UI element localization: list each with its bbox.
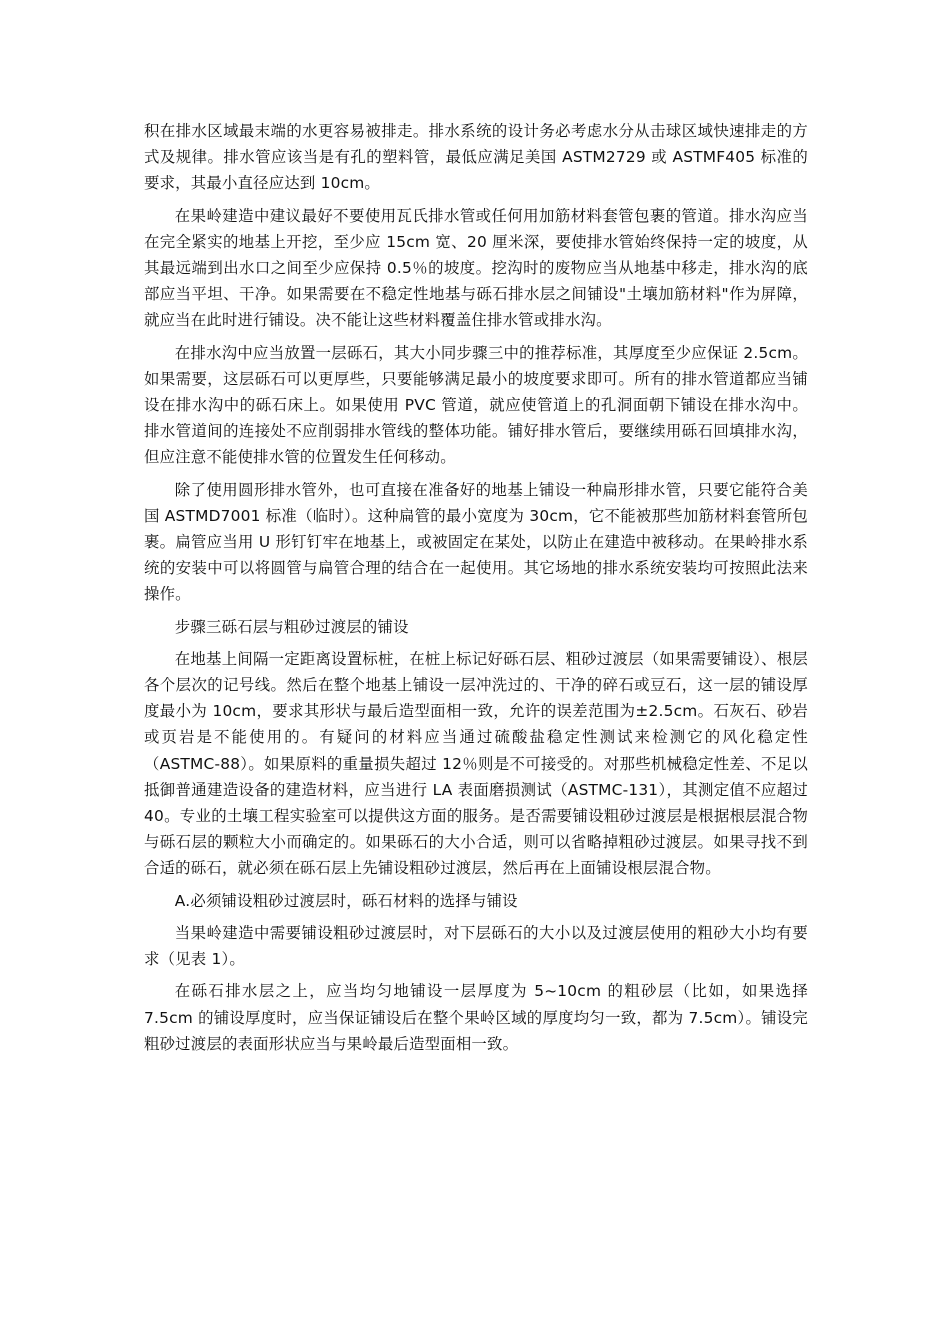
paragraph-flat-drain-pipe: 除了使用圆形排水管外，也可直接在准备好的地基上铺设一种扁形排水管，只要它能符合美国 ASTMD7001 标准（临时）。这种扁管的最小宽度为 30cm，它不能被那些加筋材料套管所包裹。扁管应当用 U 形钉钉牢在地基上，或被固定在某处，以防止在建造中被移动。在果岭排水系统的安装中可以将圆管与扁管合理的结合在一起使用。其它场地的排水系统安装均可按照此法来操作。 (144, 480, 808, 604)
section-heading-step-three: 步骤三砾石层与粗砂过渡层的铺设 (174, 617, 409, 636)
paragraph-drainage-pipe-requirements: 积在排水区域最末端的水更容易被排走。排水系统的设计务必考虑水分从击球区域快速排走的方式及规律。排水管应该当是有孔的塑料管，最低应满足美国 ASTM2729 或 ASTMF405 标准的要求，其最小直径应达到 10cm。 (144, 122, 808, 193)
subheading-gravel-selection: A.必须铺设粗砂过渡层时，砾石材料的选择与铺设 (174, 891, 518, 910)
paragraph-coarse-sand-requirements: 当果岭建造中需要铺设粗砂过渡层时，对下层砾石的大小以及过渡层使用的粗砂大小均有要求（见表 1）。 (144, 923, 808, 969)
paragraph-coarse-sand-layer: 在砾石排水层之上，应当均匀地铺设一层厚度为 5~10cm 的粗砂层（比如，如果选择 7.5cm 的铺设厚度时，应当保证铺设后在整个果岭区域的厚度均匀一致，都为 7.5cm）。铺设完粗砂过渡层的表面形状应当与果岭最后造型面相一致。 (144, 982, 808, 1053)
paragraph-drainage-trench: 在果岭建造中建议最好不要使用瓦氏排水管或任何用加筋材料套管包裹的管道。排水沟应当在完全紧实的地基上开挖，至少应 15cm 宽、20 厘米深，要使排水管始终保持一定的坡度，从其最远端到出水口之间至少应保持 0.5％的坡度。挖沟时的废物应当从地基中移走，排水沟的底部应当平坦、干净。如果需要在不稳定性地基与砾石排水层之间铺设"土壤加筋材料"作为屏障，就应当在此时进行铺设。决不能让这些材料覆盖住排水管或排水沟。 (144, 206, 808, 330)
document-body (144, 118, 808, 1063)
paragraph-gravel-bed: 在排水沟中应当放置一层砾石，其大小同步骤三中的推荐标准，其厚度至少应保证 2.5cm。如果需要，这层砾石可以更厚些，只要能够满足最小的坡度要求即可。所有的排水管道都应当铺设在排水沟中的砾石床上。如果使用 PVC 管道，就应使管道上的孔洞面朝下铺设在排水沟中。排水管道间的连接处不应削弱排水管线的整体功能。铺好排水管后，要继续用砾石回填排水沟，但应注意不能使排水管的位置发生任何移动。 (144, 343, 808, 467)
paragraph-gravel-layer: 在地基上间隔一定距离设置标桩，在桩上标记好砾石层、粗砂过渡层（如果需要铺设）、根层各个层次的记号线。然后在整个地基上铺设一层冲洗过的、干净的碎石或豆石，这一层的铺设厚度最小为 10cm，要求其形状与最后造型面相一致，允许的误差范围为±2.5cm。石灰石、砂岩或页岩是不能使用的。有疑问的材料应当通过硫酸盐稳定性测试来检测它的风化稳定性（ASTMC-88）。如果原料的重量损失超过 12％则是不可接受的。对那些机械稳定性差、不足以抵御普通建造设备的建造材料，应当进行 LA 表面磨损测试（ASTMC-131），其测定值不应超过 40。专业的土壤工程实验室可以提供这方面的服务。是否需要铺设粗砂过渡层是根据根层混合物与砾石层的颗粒大小而确定的。如果砾石的大小合适，则可以省略掉粗砂过渡层。如果寻找不到合适的砾石，就必须在砾石层上先铺设粗砂过渡层，然后再在上面铺设根层混合物。 (144, 649, 808, 878)
